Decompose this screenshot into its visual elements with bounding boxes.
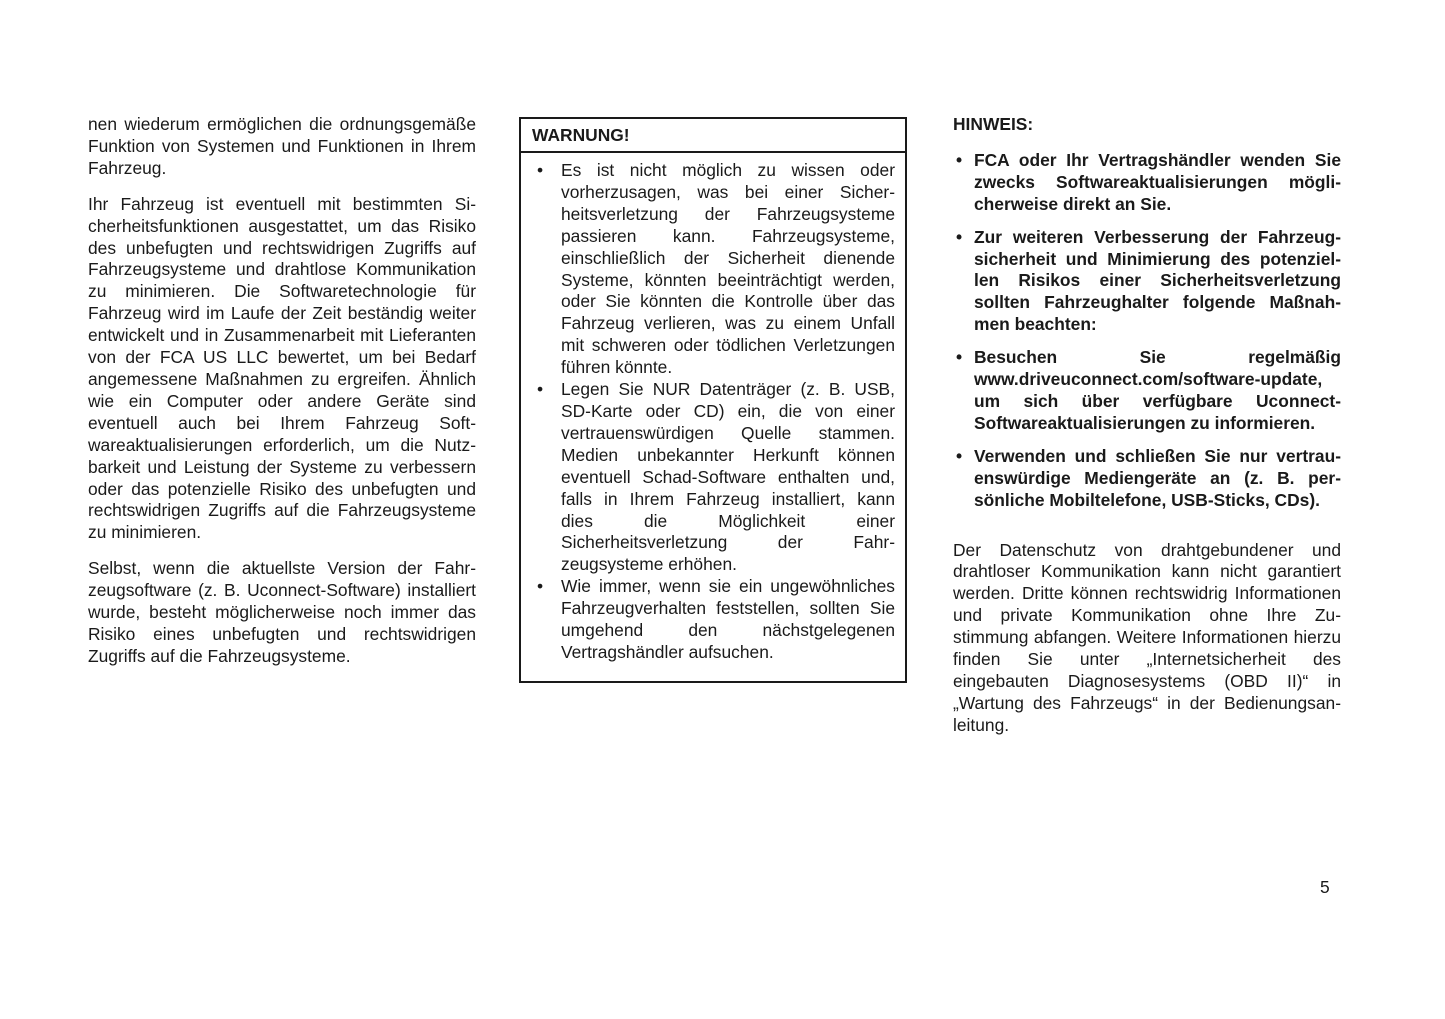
left-column — [88, 114, 476, 682]
bullet-icon: • — [955, 149, 963, 170]
note-item-text: Besuchen Sie regelmäßig www.driveuconnect.com/software-update, um sich über verfügbare Uconnect-Softwareaktualisierungen zu informieren. — [974, 347, 1341, 433]
note-item-text: Zur weiteren Verbesserung der Fahrzeugsicherheit und Minimierung des potenziellen Risikos einer Sicherheitsverletzung sollten Fahrzeughalter folgende Maßnahmen beachten: — [974, 226, 1341, 335]
left-paragraph-2: Ihr Fahrzeug ist eventuell mit bestimmten Sicherheitsfunktionen ausgestattet, um das Risiko des unbefugten und rechtswidrigen Zugriffs auf Fahrzeugsysteme und drahtlose Kommunikation zu minimieren. Die Softwaretechnologie für Fahrzeug wird im Laufe der Zeit beständig weiter entwickelt und in Zusammenarbeit mit Lieferanten von der FCA US LLC bewertet, um bei Bedarf angemessene Maßnahmen zu ergreifen. Ähnlich wie ein Computer oder andere Geräte sind eventuell auch bei Ihrem Fahrzeug Softwareaktualisierungen erforderlich, um die Nutzbarkeit und Leistung der Systeme zu verbessern oder das potenzielle Risiko des unbefugten und rechtswidrigen Zugriffs auf die Fahrzeugsysteme zu minimieren. — [88, 193, 476, 543]
warning-item — [521, 379, 895, 576]
note-item — [953, 227, 1341, 337]
privacy-paragraph: Der Datenschutz von drahtgebundener und drahtloser Kommunikation kann nicht garantiert werden. Dritte können rechtswidrig Informationen und private Kommunikation ohne Ihre Zustimmung abfangen. Weitere Informationen hierzu finden Sie unter „Internetsicherheit des eingebauten Diagnosesystems (OBD II)“ in „Wartung des Fahrzeugs“ in der Bedienungsanleitung. — [953, 539, 1341, 735]
bullet-icon: • — [536, 576, 544, 597]
page-number: 5 — [1320, 877, 1330, 897]
warning-box — [519, 117, 907, 683]
bullet-icon: • — [955, 445, 963, 466]
note-title: HINWEIS: — [953, 114, 1034, 134]
warning-item — [521, 160, 895, 379]
warning-list — [521, 153, 905, 664]
warning-title: WARNUNG! — [521, 119, 905, 153]
note-item — [953, 347, 1341, 435]
warning-item — [521, 576, 895, 664]
left-paragraph-3: Selbst, wenn die aktuellste Version der Fahrzeugsoftware (z. B. Uconnect-Software) installiert wurde, besteht möglicherweise noch immer das Risiko eines unbefugten und rechtswidrigen Zugriffs auf die Fahrzeugsysteme. — [88, 558, 476, 666]
note-item-text: Verwenden und schließen Sie nur vertrauenswürdige Mediengeräte an (z. B. persönliche Mobiltelefone, USB-Sticks, CDs). — [974, 445, 1341, 510]
bullet-icon: • — [536, 379, 544, 400]
note-item — [953, 150, 1341, 216]
bullet-icon: • — [955, 347, 963, 368]
note-item-text: FCA oder Ihr Vertragshändler wenden Sie zwecks Softwareaktualisierungen möglicherweise direkt an Sie. — [974, 149, 1341, 214]
bullet-icon: • — [955, 226, 963, 247]
warning-item-text: Wie immer, wenn sie ein ungewöhnliches Fahrzeugverhalten feststellen, sollten Sie umgehend den nächstgelegenen Vertragshändler aufsuchen. — [561, 576, 895, 662]
warning-item-text: Legen Sie NUR Datenträger (z. B. USB, SD-Karte oder CD) ein, die von einer vertrauenswürdigen Quelle stammen. Medien unbekannter Herkunft können eventuell Schad-Software enthalten und, falls in Ihrem Fahrzeug installiert, kann dies die Möglichkeit einer Sicherheitsverletzung der Fahrzeugsysteme erhöhen. — [561, 379, 895, 575]
note-list — [953, 150, 1341, 512]
right-column — [953, 114, 1341, 751]
note-item — [953, 446, 1341, 512]
warning-item-text: Es ist nicht möglich zu wissen oder vorherzusagen, was bei einer Sicherheitsverletzung der Fahrzeugsysteme passieren kann. Fahrzeugsysteme, einschließlich der Sicherheit dienende Systeme, könnten beeinträchtigt werden, oder Sie könnten die Kontrolle über das Fahrzeug verlieren, was zu einem Unfall mit schweren oder tödlichen Verletzungen führen könnte. — [561, 160, 895, 378]
bullet-icon: • — [536, 160, 544, 180]
left-paragraph-1: nen wiederum ermöglichen die ordnungsgemäße Funktion von Systemen und Funktionen in Ihrem Fahrzeug. — [88, 114, 476, 178]
